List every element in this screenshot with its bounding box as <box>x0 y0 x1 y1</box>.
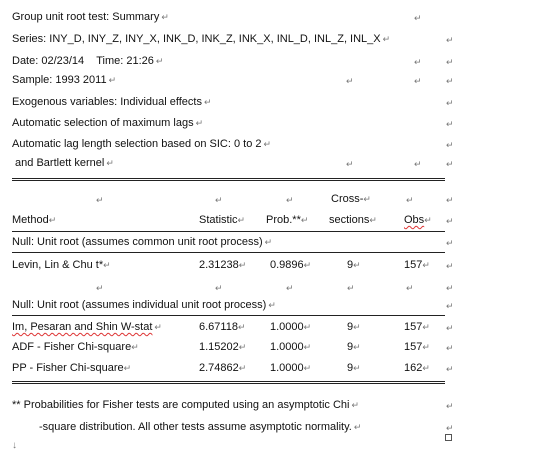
return-mark: ↵ <box>422 342 430 352</box>
paragraph-down-arrow-icon: ↓ <box>12 440 17 451</box>
return-mark: ↵ <box>446 401 454 411</box>
return-mark: ↵ <box>353 322 361 332</box>
header-rule <box>12 231 445 232</box>
return-mark: ↵ <box>238 260 247 270</box>
return-mark: ↵ <box>300 215 309 225</box>
return-mark: ↵ <box>422 322 430 332</box>
return-mark: ↵ <box>131 342 139 352</box>
col-obs-header: Obs↵ <box>404 214 432 226</box>
return-mark: ↵ <box>103 260 111 270</box>
table-row-ips-statistic: 6.67118↵ <box>199 321 246 333</box>
return-mark: ↵ <box>303 322 312 332</box>
header-line-maxlags: Automatic selection of maximum lags ↵ <box>12 117 204 129</box>
section2-rule <box>12 315 445 316</box>
return-mark: ↵ <box>446 301 454 311</box>
return-mark: ↵ <box>123 363 132 373</box>
return-mark: ↵ <box>422 363 430 373</box>
return-mark: ↵ <box>446 423 454 433</box>
return-mark: ↵ <box>446 323 454 333</box>
col-sections-header: sections↵ <box>329 214 377 226</box>
header-line-sample: Sample: 1993 2011 ↵ <box>12 74 117 86</box>
table-top-double-rule <box>12 178 445 181</box>
table-row-ips-method: Im, Pesaran and Shin W-stat ↵ <box>12 321 162 333</box>
return-mark: ↵ <box>215 283 223 293</box>
return-mark: ↵ <box>446 57 454 67</box>
return-mark: ↵ <box>446 261 454 271</box>
return-mark: ↵ <box>155 56 164 66</box>
return-mark: ↵ <box>414 76 422 86</box>
header-line-date: Date: 02/23/14 Time: 21:26 ↵ <box>12 55 164 67</box>
return-mark: ↵ <box>446 140 454 150</box>
table-row-llc-statistic: 2.31238↵ <box>199 259 247 271</box>
section1-rule <box>12 252 445 253</box>
return-mark: ↵ <box>268 300 276 310</box>
table-bottom-double-rule <box>12 381 445 384</box>
return-mark: ↵ <box>446 364 454 374</box>
return-mark: ↵ <box>446 76 454 86</box>
return-mark: ↵ <box>353 260 361 270</box>
return-mark: ↵ <box>303 363 312 373</box>
table-row-adf-obs: 157↵ <box>404 341 430 353</box>
table-row-llc-prob: 0.9896↵ <box>270 259 312 271</box>
footnote-line2: -square distribution. All other tests assume asymptotic normality. ↵ <box>39 421 362 433</box>
col-prob-header: Prob.**↵ <box>266 214 309 226</box>
col-method-header: Method↵ <box>12 214 57 226</box>
return-mark: ↵ <box>48 215 57 225</box>
table-row-pp-method: PP - Fisher Chi-square↵ <box>12 362 132 374</box>
footnote-line1: ** Probabilities for Fisher tests are computed using an asymptotic Chi ↵ <box>12 399 360 411</box>
return-mark: ↵ <box>96 283 104 293</box>
return-mark: ↵ <box>238 342 247 352</box>
return-mark: ↵ <box>106 158 114 168</box>
table-row-ips-obs: 157↵ <box>404 321 430 333</box>
return-mark: ↵ <box>303 342 312 352</box>
return-mark: ↵ <box>161 12 169 22</box>
return-mark: ↵ <box>446 119 454 129</box>
table-row-adf-method: ADF - Fisher Chi-square↵ <box>12 341 139 353</box>
header-line-kernel: and Bartlett kernel ↵ <box>12 157 114 169</box>
header-line-series: Series: INY_D, INY_Z, INY_X, INK_D, INK_Z, INK_X, INL_D, INL_Z, INL_X ↵ <box>12 33 391 45</box>
return-mark: ↵ <box>446 35 454 45</box>
return-mark: ↵ <box>238 363 247 373</box>
return-mark: ↵ <box>446 195 454 205</box>
return-mark: ↵ <box>353 422 362 432</box>
table-row-llc-method: Levin, Lin & Chu t*↵ <box>12 259 111 271</box>
return-mark: ↵ <box>347 283 355 293</box>
return-mark: ↵ <box>351 400 360 410</box>
header-line-title: Group unit root test: Summary ↵ <box>12 11 169 23</box>
return-mark: ↵ <box>286 283 294 293</box>
return-mark: ↵ <box>215 195 223 205</box>
return-mark: ↵ <box>96 195 104 205</box>
section1-title: Null: Unit root (assumes common unit root process) ↵ <box>12 236 273 248</box>
return-mark: ↵ <box>237 322 246 332</box>
header-line-exogenous: Exogenous variables: Individual effects ↵ <box>12 96 212 108</box>
return-mark: ↵ <box>446 216 454 226</box>
return-mark: ↵ <box>406 195 414 205</box>
table-row-ips-sections: 9↵ <box>347 321 361 333</box>
return-mark: ↵ <box>446 343 454 353</box>
return-mark: ↵ <box>382 34 391 44</box>
return-mark: ↵ <box>414 57 422 67</box>
return-mark: ↵ <box>264 237 273 247</box>
return-mark: ↵ <box>195 118 204 128</box>
return-mark: ↵ <box>414 13 422 23</box>
return-mark: ↵ <box>446 238 454 248</box>
section2-title: Null: Unit root (assumes individual unit root process) ↵ <box>12 299 276 311</box>
table-row-llc-sections: 9↵ <box>347 259 361 271</box>
table-row-pp-statistic: 2.74862↵ <box>199 362 247 374</box>
return-mark: ↵ <box>263 139 272 149</box>
col-statistic-header: Statistic↵ <box>199 214 246 226</box>
table-row-adf-prob: 1.0000↵ <box>270 341 312 353</box>
return-mark: ↵ <box>286 195 294 205</box>
return-mark: ↵ <box>446 283 454 293</box>
header-line-laglength: Automatic lag length selection based on SIC: 0 to 2 ↵ <box>12 138 272 150</box>
return-mark: ↵ <box>346 159 354 169</box>
return-mark: ↵ <box>346 76 354 86</box>
return-mark: ↵ <box>446 159 454 169</box>
return-mark: ↵ <box>422 260 430 270</box>
return-mark: ↵ <box>237 215 246 225</box>
return-mark: ↵ <box>363 194 371 204</box>
table-row-llc-obs: 157↵ <box>404 259 430 271</box>
return-mark: ↵ <box>154 322 162 332</box>
return-mark: ↵ <box>353 363 361 373</box>
return-mark: ↵ <box>369 215 377 225</box>
table-row-pp-prob: 1.0000↵ <box>270 362 312 374</box>
return-mark: ↵ <box>303 260 312 270</box>
col-cross-sections-top: Cross-↵ <box>331 193 371 205</box>
return-mark: ↵ <box>353 342 361 352</box>
return-mark: ↵ <box>108 75 117 85</box>
table-row-adf-sections: 9↵ <box>347 341 361 353</box>
table-row-pp-sections: 9↵ <box>347 362 361 374</box>
cell-end-marker <box>445 434 452 441</box>
return-mark: ↵ <box>414 159 422 169</box>
return-mark: ↵ <box>424 215 432 225</box>
return-mark: ↵ <box>446 98 454 108</box>
return-mark: ↵ <box>203 97 212 107</box>
table-row-adf-statistic: 1.15202↵ <box>199 341 247 353</box>
return-mark: ↵ <box>406 283 414 293</box>
table-row-pp-obs: 162↵ <box>404 362 430 374</box>
table-row-ips-prob: 1.0000↵ <box>270 321 312 333</box>
